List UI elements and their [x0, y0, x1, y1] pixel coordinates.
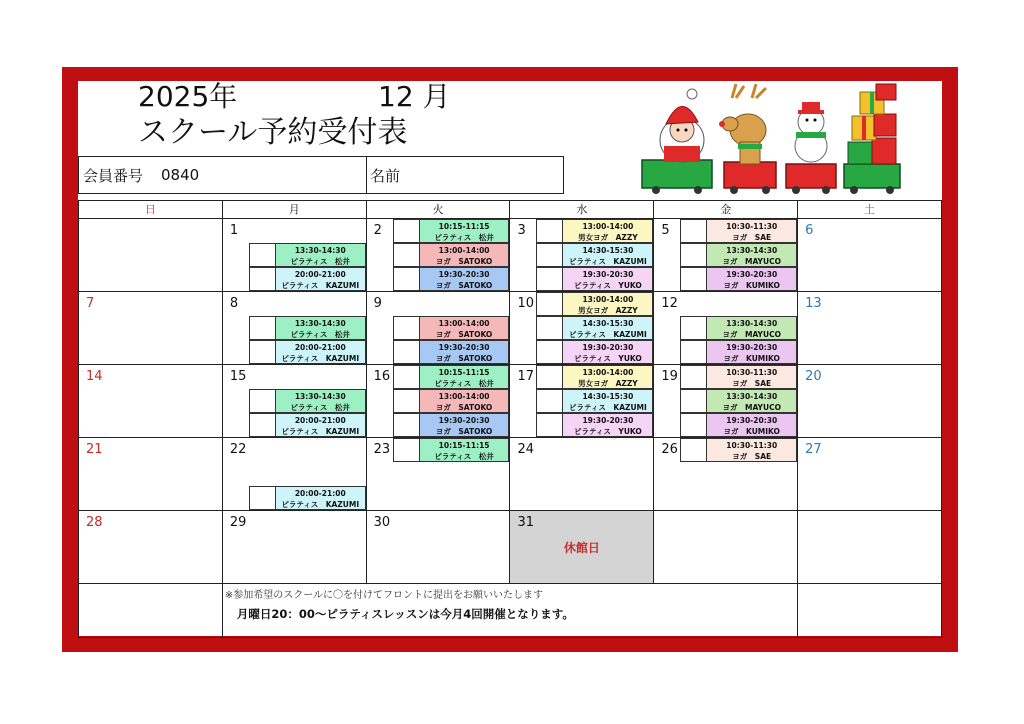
reindeer-icon [719, 84, 776, 194]
lesson-time: 13:30-14:30 [726, 392, 778, 401]
lesson-info [563, 267, 653, 291]
lesson-title: ピラティス YUKO [574, 427, 642, 436]
lesson-slot [680, 243, 797, 267]
lesson-title: ピラティス KAZUMI [568, 257, 647, 266]
day-number: 26 [661, 442, 678, 457]
lesson-time: 14:30-15:30 [582, 392, 634, 401]
day-cell [510, 219, 654, 292]
lesson-info [563, 413, 653, 437]
day-number: 13 [805, 296, 822, 311]
lesson-slots [393, 365, 510, 437]
signup-checkbox[interactable] [536, 340, 563, 364]
lesson-slot [249, 413, 366, 437]
lesson-time: 19:30-20:30 [726, 343, 778, 352]
day-cell [510, 511, 654, 584]
title-month: 12 月 [378, 80, 451, 113]
lesson-title: ピラティス 松井 [434, 233, 494, 242]
lesson-title: ピラティス 松井 [290, 330, 350, 339]
lesson-info [563, 340, 653, 364]
lesson-slots [680, 438, 797, 462]
notes-row [79, 584, 942, 638]
name-field[interactable] [367, 157, 563, 193]
lesson-info [707, 413, 797, 437]
lesson-slots [680, 219, 797, 291]
day-number: 27 [805, 442, 822, 457]
lesson-title: ピラティス YUKO [574, 281, 642, 290]
day-number: 24 [517, 442, 535, 457]
calendar-grid [78, 200, 942, 638]
lesson-time: 13:00-14:00 [438, 246, 490, 255]
lesson-time: 20:00-21:00 [294, 270, 346, 279]
signup-checkbox[interactable] [393, 340, 420, 364]
lesson-time: 13:30-14:30 [726, 246, 778, 255]
lesson-time: 13:00-14:00 [438, 392, 490, 401]
day-cell [79, 219, 223, 292]
member-info-row [78, 156, 564, 194]
lesson-time: 13:30-14:30 [726, 319, 778, 328]
day-number: 3 [517, 223, 526, 238]
lesson-slots [393, 219, 510, 291]
lesson-slot [393, 438, 510, 462]
lesson-info [707, 243, 797, 267]
weekday-header: 水 [510, 201, 654, 219]
lesson-title: 男女ヨガ AZZY [578, 233, 638, 242]
lesson-slot [680, 219, 797, 243]
lesson-title: ヨガ KUMIKO [723, 427, 780, 436]
signup-checkbox[interactable] [680, 340, 707, 364]
day-cell [79, 438, 223, 511]
lesson-slot [680, 365, 797, 389]
weeks-container [79, 219, 942, 584]
day-cell [367, 219, 511, 292]
lesson-time: 13:00-14:00 [438, 319, 490, 328]
lesson-time: 10:15-11:15 [438, 368, 490, 377]
signup-checkbox[interactable] [393, 316, 420, 340]
lesson-time: 20:00-21:00 [294, 416, 346, 425]
lesson-info [276, 243, 366, 267]
lesson-slot [536, 389, 653, 413]
lesson-slot [393, 365, 510, 389]
lesson-title: ヨガ SATOKO [435, 427, 493, 436]
lesson-info [420, 365, 510, 389]
signup-checkbox[interactable] [393, 413, 420, 437]
snowman-icon [786, 102, 836, 194]
lesson-title: ピラティス KAZUMI [281, 500, 360, 509]
day-number: 14 [86, 369, 103, 384]
day-cell [798, 438, 942, 511]
day-number: 1 [229, 223, 239, 238]
lesson-title: ヨガ SAE [732, 452, 772, 461]
day-number: 22 [229, 442, 247, 457]
signup-checkbox[interactable] [393, 219, 420, 243]
lesson-slot [680, 340, 797, 364]
lesson-time: 19:30-20:30 [582, 416, 634, 425]
weekday-header: 月 [223, 201, 367, 219]
day-number: 21 [86, 442, 103, 457]
empty-slot [249, 462, 366, 486]
lesson-info [707, 438, 797, 462]
lesson-time: 10:15-11:15 [438, 441, 490, 450]
lesson-time: 13:30-14:30 [294, 319, 346, 328]
signup-checkbox[interactable] [393, 389, 420, 413]
lesson-info [707, 340, 797, 364]
day-cell [223, 292, 367, 365]
day-cell [367, 511, 511, 584]
lesson-title: ピラティス YUKO [574, 354, 642, 363]
signup-checkbox[interactable] [393, 438, 420, 462]
lesson-title: ヨガ KUMIKO [723, 354, 780, 363]
day-number: 8 [229, 296, 239, 311]
day-number: 6 [805, 223, 814, 238]
notes-blank-cell [79, 584, 223, 638]
lesson-info [420, 413, 510, 437]
lesson-info [563, 243, 653, 267]
name-label: 名前 [370, 166, 401, 185]
lesson-title: ピラティス KAZUMI [281, 281, 360, 290]
lesson-info [420, 340, 510, 364]
weekday-header: 日 [79, 201, 223, 219]
lesson-title: ピラティス KAZUMI [568, 403, 647, 412]
lesson-slot [393, 389, 510, 413]
day-cell [79, 292, 223, 365]
lesson-info [420, 389, 510, 413]
lesson-info [563, 316, 653, 340]
lesson-slot [680, 316, 797, 340]
lesson-slots [393, 438, 510, 462]
lesson-slot [249, 340, 366, 364]
lesson-slot [393, 243, 510, 267]
day-cell [79, 511, 223, 584]
lesson-title: ヨガ SATOKO [435, 354, 493, 363]
santa-icon [642, 89, 712, 194]
day-cell [654, 438, 798, 511]
lesson-slots [249, 219, 366, 291]
signup-checkbox[interactable] [536, 219, 563, 243]
christmas-train-illustration [636, 80, 906, 194]
lesson-time: 10:15-11:15 [438, 222, 490, 231]
signup-checkbox[interactable] [249, 340, 276, 364]
lesson-slot [680, 438, 797, 462]
signup-checkbox[interactable] [536, 365, 563, 389]
lesson-slots [536, 219, 653, 291]
lesson-title: ピラティス KAZUMI [568, 330, 647, 339]
signup-checkbox[interactable] [536, 292, 563, 316]
lesson-slot [249, 316, 366, 340]
lesson-time: 20:00-21:00 [294, 489, 346, 498]
day-number: 19 [661, 369, 678, 384]
lesson-slot [249, 389, 366, 413]
lesson-slot [393, 267, 510, 291]
lesson-info [276, 413, 366, 437]
lesson-info [563, 389, 653, 413]
lesson-title: ヨガ SATOKO [435, 257, 493, 266]
signup-checkbox[interactable] [536, 389, 563, 413]
lesson-time: 13:00-14:00 [582, 368, 634, 377]
signup-checkbox[interactable] [536, 243, 563, 267]
lesson-title: ピラティス 松井 [434, 379, 494, 388]
lesson-time: 19:30-20:30 [582, 343, 634, 352]
lesson-title: ヨガ KUMIKO [723, 281, 780, 290]
lesson-slot [393, 340, 510, 364]
lesson-info [707, 219, 797, 243]
lesson-time: 19:30-20:30 [726, 270, 778, 279]
day-number: 15 [229, 369, 247, 384]
lesson-time: 14:30-15:30 [582, 246, 634, 255]
empty-slot [680, 292, 797, 316]
lesson-time: 19:30-20:30 [438, 270, 490, 279]
day-cell [510, 365, 654, 438]
lesson-slots [680, 365, 797, 437]
signup-checkbox[interactable] [249, 267, 276, 291]
day-number: 7 [86, 296, 95, 311]
lesson-info [420, 316, 510, 340]
day-cell [223, 511, 367, 584]
lesson-info [276, 389, 366, 413]
lesson-title: ピラティス KAZUMI [281, 354, 360, 363]
day-cell [654, 219, 798, 292]
lesson-slots [249, 292, 366, 364]
lesson-slots [249, 438, 366, 510]
day-number: 9 [373, 296, 382, 311]
lesson-title: ヨガ SATOKO [435, 403, 493, 412]
day-number: 23 [373, 442, 391, 457]
lesson-info [420, 267, 510, 291]
day-number: 30 [373, 515, 391, 530]
lesson-time: 19:30-20:30 [438, 416, 490, 425]
lesson-info [563, 219, 653, 243]
lesson-title: ヨガ MAYUCO [722, 257, 781, 266]
signup-checkbox[interactable] [680, 365, 707, 389]
lesson-time: 19:30-20:30 [726, 416, 778, 425]
signup-checkbox[interactable] [680, 413, 707, 437]
day-number: 29 [229, 515, 247, 530]
lesson-info [707, 365, 797, 389]
weekday-header: 金 [654, 201, 798, 219]
member-number-field[interactable] [79, 157, 367, 193]
week-row [79, 511, 942, 584]
day-cell [654, 511, 798, 584]
signup-checkbox[interactable] [680, 267, 707, 291]
lesson-slot [249, 486, 366, 510]
lesson-slot [393, 219, 510, 243]
day-cell [367, 438, 511, 511]
day-cell [223, 365, 367, 438]
signup-checkbox[interactable] [393, 365, 420, 389]
lesson-title: ピラティス 松井 [434, 452, 494, 461]
lesson-info [276, 340, 366, 364]
member-number-label: 会員番号 [83, 166, 144, 185]
lesson-info [420, 219, 510, 243]
notes-blank-cell [798, 584, 942, 638]
lesson-info [420, 243, 510, 267]
week-row [79, 219, 942, 292]
lesson-slot [680, 413, 797, 437]
empty-slot [393, 292, 510, 316]
lesson-slot [249, 267, 366, 291]
weekday-header: 土 [798, 201, 942, 219]
lesson-title: ヨガ SATOKO [435, 281, 493, 290]
signup-checkbox[interactable] [249, 243, 276, 267]
lesson-info [707, 267, 797, 291]
lesson-title: ヨガ SAE [732, 233, 772, 242]
lesson-slot [536, 316, 653, 340]
lesson-slot [393, 316, 510, 340]
lesson-slot [680, 267, 797, 291]
lesson-title: 男女ヨガ AZZY [578, 379, 638, 388]
day-cell [223, 438, 367, 511]
day-cell [223, 219, 367, 292]
empty-slot [249, 438, 366, 462]
lesson-title: ピラティス 松井 [290, 257, 350, 266]
lesson-info [563, 365, 653, 389]
lesson-slots [249, 365, 366, 437]
day-number: 5 [661, 223, 670, 238]
title-year: 2025年 [138, 80, 238, 113]
lesson-title: ヨガ SATOKO [435, 330, 493, 339]
lesson-title: ヨガ MAYUCO [722, 330, 781, 339]
closed-day-label: 休館日 [563, 541, 600, 555]
gift-boxes-icon [844, 84, 900, 194]
day-cell [367, 292, 511, 365]
day-cell [798, 365, 942, 438]
lesson-info [276, 267, 366, 291]
lesson-time: 13:30-14:30 [294, 246, 346, 255]
day-number: 10 [517, 296, 535, 311]
day-cell [654, 292, 798, 365]
lesson-time: 13:00-14:00 [582, 222, 634, 231]
day-cell [510, 438, 654, 511]
week-row [79, 292, 942, 365]
lesson-time: 10:30-11:30 [726, 222, 778, 231]
lesson-slot [536, 292, 653, 316]
announcement-note: 月曜日20：00～ピラティスレッスンは今月4回開催となります。 [236, 607, 574, 621]
lesson-info [276, 316, 366, 340]
lesson-slots [393, 292, 510, 364]
signup-checkbox[interactable] [393, 243, 420, 267]
lesson-slot [536, 365, 653, 389]
day-number: 16 [373, 369, 391, 384]
signup-checkbox[interactable] [536, 267, 563, 291]
lesson-slots [536, 365, 653, 437]
day-cell [79, 365, 223, 438]
signup-checkbox[interactable] [680, 219, 707, 243]
empty-slot [249, 365, 366, 389]
lesson-time: 13:30-14:30 [294, 392, 346, 401]
day-cell [798, 292, 942, 365]
weekday-header: 火 [367, 201, 511, 219]
lesson-slot [249, 243, 366, 267]
lesson-info [707, 316, 797, 340]
lesson-slot [536, 340, 653, 364]
lesson-slot [393, 413, 510, 437]
signup-checkbox[interactable] [680, 389, 707, 413]
page-title: スクール予約受付表 [138, 115, 408, 150]
lesson-info [420, 438, 510, 462]
lesson-time: 14:30-15:30 [582, 319, 634, 328]
lesson-info [276, 486, 366, 510]
signup-checkbox[interactable] [680, 438, 707, 462]
signup-checkbox[interactable] [249, 316, 276, 340]
signup-checkbox[interactable] [249, 389, 276, 413]
lesson-slot [680, 389, 797, 413]
signup-checkbox[interactable] [249, 486, 276, 510]
day-number: 12 [661, 296, 678, 311]
lesson-slot [536, 219, 653, 243]
lesson-time: 10:30-11:30 [726, 368, 778, 377]
day-cell [367, 365, 511, 438]
lesson-slots [536, 292, 653, 364]
day-number: 17 [517, 369, 535, 384]
lesson-title: ヨガ SAE [732, 379, 772, 388]
lesson-title: ピラティス 松井 [290, 403, 350, 412]
instruction-note: ※参加希望のスクールに〇を付けてフロントに提出をお願いいたします [224, 590, 544, 601]
day-number: 28 [86, 515, 103, 530]
week-row [79, 438, 942, 511]
lesson-time: 19:30-20:30 [582, 270, 634, 279]
day-number: 2 [373, 223, 382, 238]
lesson-time: 19:30-20:30 [438, 343, 490, 352]
lesson-info [707, 389, 797, 413]
signup-checkbox[interactable] [680, 316, 707, 340]
week-row [79, 365, 942, 438]
signup-checkbox[interactable] [249, 413, 276, 437]
day-cell [798, 511, 942, 584]
empty-slot [249, 292, 366, 316]
signup-checkbox[interactable] [680, 243, 707, 267]
lesson-slot [536, 243, 653, 267]
day-number: 31 [517, 515, 535, 530]
lesson-slot [536, 267, 653, 291]
lesson-title: ヨガ MAYUCO [722, 403, 781, 412]
lesson-slot [536, 413, 653, 437]
lesson-time: 20:00-21:00 [294, 343, 346, 352]
signup-checkbox[interactable] [393, 267, 420, 291]
empty-slot [249, 219, 366, 243]
day-cell [510, 292, 654, 365]
day-cell [798, 219, 942, 292]
day-number: 20 [805, 369, 822, 384]
lesson-time: 10:30-11:30 [726, 441, 778, 450]
notes-cell [223, 584, 798, 638]
member-number-value: 0840 [161, 166, 200, 184]
lesson-time: 13:00-14:00 [582, 295, 634, 304]
signup-checkbox[interactable] [536, 413, 563, 437]
weekday-header-row [79, 201, 942, 219]
lesson-info [563, 292, 653, 316]
signup-checkbox[interactable] [536, 316, 563, 340]
lesson-title: ピラティス KAZUMI [281, 427, 360, 436]
day-cell [654, 365, 798, 438]
lesson-title: 男女ヨガ AZZY [578, 306, 638, 315]
lesson-slots [680, 292, 797, 364]
